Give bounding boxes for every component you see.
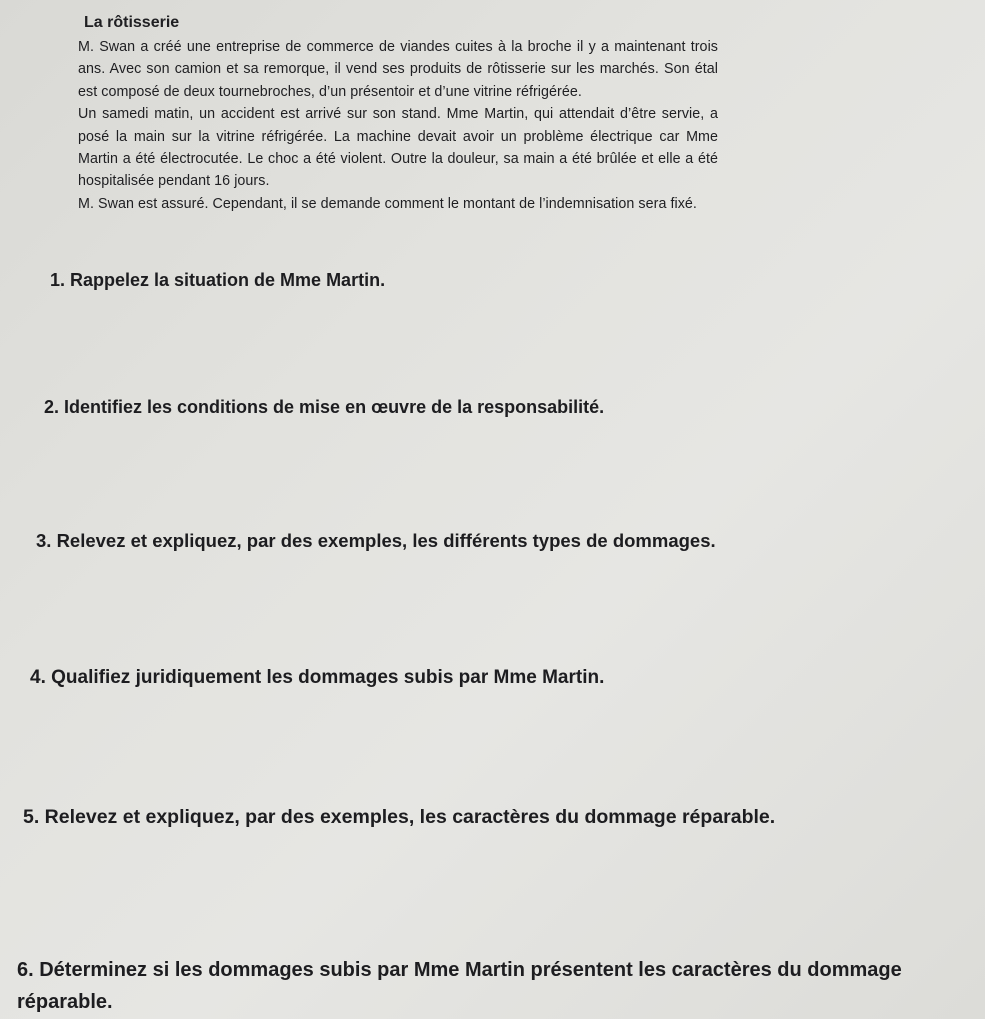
- question-1: 1. Rappelez la situation de Mme Martin.: [50, 270, 386, 290]
- question-5: 5. Relevez et expliquez, par des exemples, les caractères du dommage réparable.: [23, 806, 776, 828]
- case-paragraph: M. Swan est assuré. Cependant, il se demande comment le montant de l’indemnisation sera fixé.: [78, 195, 697, 212]
- case-paragraph: M. Swan a créé une entreprise de commerce de viandes cuites à la broche il y a maintenant trois ans. Avec son camion et sa remorque, il vend ses produits de rôtisserie sur les marchés. Son étal est composé de deux tournebroches, d’un présentoir et d’une vitrine réfrigérée.: [78, 39, 718, 100]
- case-study-text: [78, 36, 718, 215]
- document-title: La rôtisserie: [84, 14, 180, 31]
- question-3: 3. Relevez et expliquez, par des exemples, les différents types de dommages.: [36, 530, 716, 551]
- question-2: 2. Identifiez les conditions de mise en œuvre de la responsabilité.: [44, 397, 605, 417]
- question-4: 4. Qualifiez juridiquement les dommages subis par Mme Martin.: [30, 667, 605, 688]
- case-paragraph: Un samedi matin, un accident est arrivé sur son stand. Mme Martin, qui attendait d’être servie, a posé la main sur la vitrine réfrigérée. La machine devait avoir un problème électrique car Mme Martin a été électrocutée. Le choc a été violent. Outre la douleur, sa main a été brûlée et elle a été hospitalisée pendant 16 jours.: [78, 106, 718, 190]
- question-6: 6. Déterminez si les dommages subis par Mme Martin présentent les caractères du dommage réparable.: [17, 959, 902, 1013]
